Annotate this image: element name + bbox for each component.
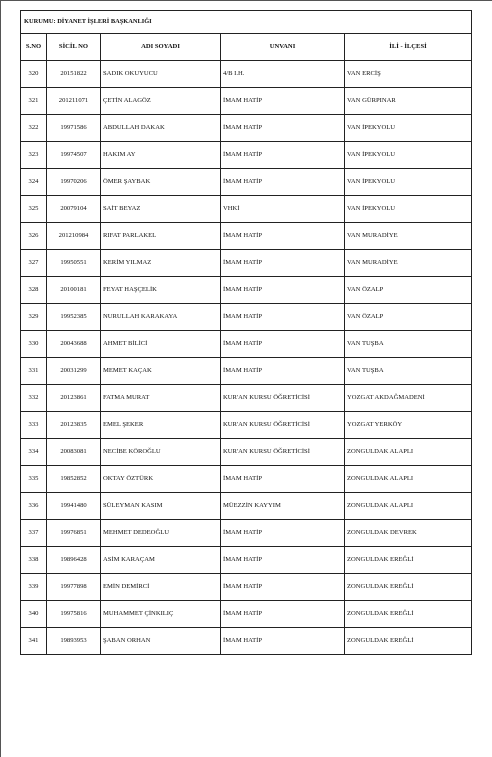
row-title: 4/B I.H.: [221, 61, 345, 88]
table-row: [21, 358, 472, 385]
table-row: [21, 88, 472, 115]
row-sicil-no: 19976851: [47, 520, 101, 547]
row-title: KUR'AN KURSU ÖĞRETİCİSİ: [221, 439, 345, 466]
row-name: SAİT BEYAZ: [101, 196, 221, 223]
table-row: [21, 601, 472, 628]
institution-row: [21, 11, 472, 34]
row-sno: 341: [21, 628, 47, 655]
table-row: [21, 493, 472, 520]
row-title: İMAM HATİP: [221, 547, 345, 574]
row-title: İMAM HATİP: [221, 304, 345, 331]
row-name: ABDULLAH DAKAK: [101, 115, 221, 142]
row-place: ZONGULDAK ALAPLI: [345, 493, 472, 520]
row-sno: 336: [21, 493, 47, 520]
row-name: EMİN DEMİRCİ: [101, 574, 221, 601]
table-row: [21, 331, 472, 358]
row-sicil-no: 19950551: [47, 250, 101, 277]
row-place: ZONGULDAK DEVREK: [345, 520, 472, 547]
row-name: ÖMER ŞAYBAK: [101, 169, 221, 196]
row-title: İMAM HATİP: [221, 115, 345, 142]
row-name: SADIK OKUYUCU: [101, 61, 221, 88]
row-sicil-no: 19975816: [47, 601, 101, 628]
table-row: [21, 196, 472, 223]
row-place: ZONGULDAK ALAPLI: [345, 439, 472, 466]
row-name: ÇETİN ALAGÖZ: [101, 88, 221, 115]
institution-title: KURUMU: DİYANET İŞLERİ BAŞKANLIĞI: [21, 11, 472, 34]
row-title: İMAM HATİP: [221, 169, 345, 196]
row-place: VAN ERCİŞ: [345, 61, 472, 88]
table-row: [21, 223, 472, 250]
row-sicil-no: 20100181: [47, 277, 101, 304]
row-title: İMAM HATİP: [221, 331, 345, 358]
row-sno: 331: [21, 358, 47, 385]
header-name: ADI SOYADI: [101, 34, 221, 61]
header-row: [21, 34, 472, 61]
row-title: İMAM HATİP: [221, 142, 345, 169]
table-row: [21, 61, 472, 88]
table-row: [21, 304, 472, 331]
row-name: FATMA MURAT: [101, 385, 221, 412]
table-row: [21, 466, 472, 493]
row-title: İMAM HATİP: [221, 574, 345, 601]
row-sno: 339: [21, 574, 47, 601]
row-name: ŞABAN ORHAN: [101, 628, 221, 655]
row-sicil-no: 20123835: [47, 412, 101, 439]
row-title: İMAM HATİP: [221, 601, 345, 628]
row-name: MEHMET DEDEOĞLU: [101, 520, 221, 547]
row-sno: 337: [21, 520, 47, 547]
row-sicil-no: 20031299: [47, 358, 101, 385]
table-row: [21, 277, 472, 304]
row-sicil-no: 19974507: [47, 142, 101, 169]
table-row: [21, 520, 472, 547]
row-name: HAKIM AY: [101, 142, 221, 169]
header-sicil: SİCİL NO: [47, 34, 101, 61]
row-name: ASİM KARAÇAM: [101, 547, 221, 574]
row-place: VAN ÖZALP: [345, 277, 472, 304]
row-sno: 323: [21, 142, 47, 169]
row-sno: 326: [21, 223, 47, 250]
row-sno: 340: [21, 601, 47, 628]
row-sicil-no: 19893953: [47, 628, 101, 655]
row-place: VAN MURADİYE: [345, 250, 472, 277]
row-sicil-no: 19941480: [47, 493, 101, 520]
row-sno: 322: [21, 115, 47, 142]
row-sno: 320: [21, 61, 47, 88]
row-sno: 332: [21, 385, 47, 412]
row-place: VAN TUŞBA: [345, 331, 472, 358]
row-sicil-no: 19896428: [47, 547, 101, 574]
row-name: AHMET BİLİCİ: [101, 331, 221, 358]
table-row: [21, 547, 472, 574]
row-place: VAN İPEKYOLU: [345, 196, 472, 223]
row-sno: 325: [21, 196, 47, 223]
personnel-table: [20, 10, 472, 655]
row-sicil-no: 19952385: [47, 304, 101, 331]
row-place: ZONGULDAK EREĞLİ: [345, 547, 472, 574]
row-title: İMAM HATİP: [221, 88, 345, 115]
row-sicil-no: 19977898: [47, 574, 101, 601]
row-sicil-no: 19970206: [47, 169, 101, 196]
table-row: [21, 574, 472, 601]
row-name: RIFAT PARLAKEL: [101, 223, 221, 250]
row-name: NURULLAH KARAKAYA: [101, 304, 221, 331]
row-sno: 330: [21, 331, 47, 358]
row-sicil-no: 20151822: [47, 61, 101, 88]
row-sno: 329: [21, 304, 47, 331]
row-place: ZONGULDAK EREĞLİ: [345, 628, 472, 655]
row-name: KERİM YILMAZ: [101, 250, 221, 277]
table-row: [21, 439, 472, 466]
row-title: İMAM HATİP: [221, 628, 345, 655]
row-place: ZONGULDAK ALAPLI: [345, 466, 472, 493]
row-name: NECİBE KÖROĞLU: [101, 439, 221, 466]
row-sno: 321: [21, 88, 47, 115]
row-sicil-no: 19971586: [47, 115, 101, 142]
table-row: [21, 115, 472, 142]
row-sicil-no: 20043688: [47, 331, 101, 358]
row-name: OKTAY ÖZTÜRK: [101, 466, 221, 493]
row-place: VAN İPEKYOLU: [345, 115, 472, 142]
row-sicil-no: 201210984: [47, 223, 101, 250]
row-sicil-no: 19852852: [47, 466, 101, 493]
row-name: FEYAT HAŞÇELİK: [101, 277, 221, 304]
row-sno: 328: [21, 277, 47, 304]
table-row: [21, 385, 472, 412]
row-sicil-no: 20083081: [47, 439, 101, 466]
row-place: YOZGAT AKDAĞMADENİ: [345, 385, 472, 412]
row-place: VAN ÖZALP: [345, 304, 472, 331]
row-sicil-no: 20123861: [47, 385, 101, 412]
row-place: VAN MURADİYE: [345, 223, 472, 250]
row-place: YOZGAT YERKÖY: [345, 412, 472, 439]
table-row: [21, 250, 472, 277]
row-sno: 335: [21, 466, 47, 493]
row-sicil-no: 20079104: [47, 196, 101, 223]
row-sno: 334: [21, 439, 47, 466]
header-sno: S.NO: [21, 34, 47, 61]
row-title: İMAM HATİP: [221, 520, 345, 547]
row-title: KUR'AN KURSU ÖĞRETİCİSİ: [221, 385, 345, 412]
row-place: VAN TUŞBA: [345, 358, 472, 385]
row-title: MÜEZZİN KAYYIM: [221, 493, 345, 520]
row-sno: 333: [21, 412, 47, 439]
row-title: İMAM HATİP: [221, 250, 345, 277]
row-sno: 338: [21, 547, 47, 574]
header-title: UNVANI: [221, 34, 345, 61]
row-name: MUHAMMET ÇİNKILIÇ: [101, 601, 221, 628]
row-place: VAN İPEKYOLU: [345, 142, 472, 169]
row-name: SÜLEYMAN KASIM: [101, 493, 221, 520]
row-place: ZONGULDAK EREĞLİ: [345, 574, 472, 601]
table-row: [21, 169, 472, 196]
row-sno: 324: [21, 169, 47, 196]
row-sno: 327: [21, 250, 47, 277]
row-title: KUR'AN KURSU ÖĞRETİCİSİ: [221, 412, 345, 439]
table-row: [21, 412, 472, 439]
row-title: İMAM HATİP: [221, 358, 345, 385]
header-place: İLİ - İLÇESİ: [345, 34, 472, 61]
row-title: İMAM HATİP: [221, 277, 345, 304]
table-row: [21, 142, 472, 169]
row-name: MEMET KAÇAK: [101, 358, 221, 385]
row-place: VAN İPEKYOLU: [345, 169, 472, 196]
row-title: VHKİ: [221, 196, 345, 223]
row-title: İMAM HATİP: [221, 223, 345, 250]
table-row: [21, 628, 472, 655]
row-sicil-no: 201211071: [47, 88, 101, 115]
row-name: EMEL ŞEKER: [101, 412, 221, 439]
row-place: ZONGULDAK EREĞLİ: [345, 601, 472, 628]
row-title: İMAM HATİP: [221, 466, 345, 493]
row-place: VAN GÜRPINAR: [345, 88, 472, 115]
